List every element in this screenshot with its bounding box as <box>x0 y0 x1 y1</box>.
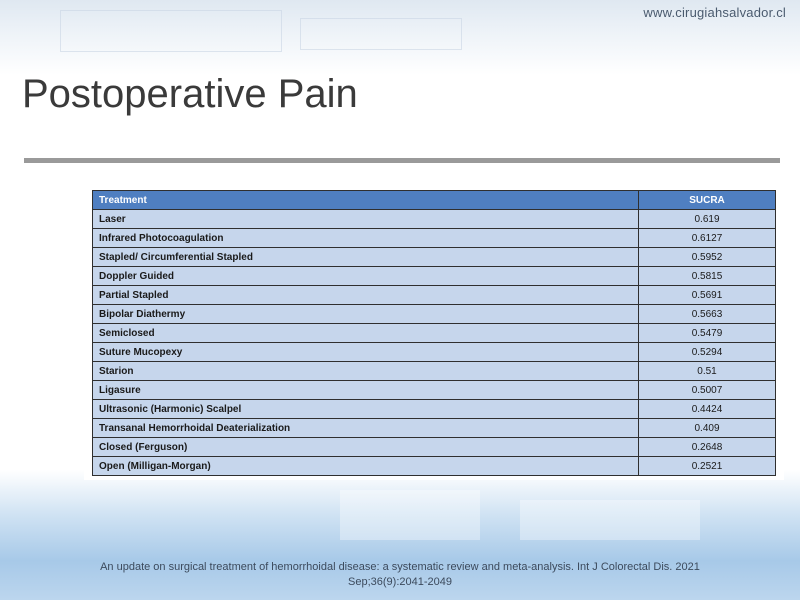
sucra-cell: 0.619 <box>639 210 776 229</box>
sucra-cell: 0.5815 <box>639 267 776 286</box>
table-row <box>93 248 776 267</box>
treatment-cell: Open (Milligan-Morgan) <box>93 457 639 476</box>
treatment-cell: Starion <box>93 362 639 381</box>
header-decoration <box>60 10 282 52</box>
table-row <box>93 419 776 438</box>
sucra-table <box>92 190 776 476</box>
table-row <box>93 381 776 400</box>
treatment-cell: Laser <box>93 210 639 229</box>
footer-decoration <box>520 500 700 540</box>
column-header-treatment: Treatment <box>93 191 639 210</box>
column-header-sucra: SUCRA <box>639 191 776 210</box>
table-image <box>84 182 784 480</box>
table-row <box>93 229 776 248</box>
sucra-cell: 0.2648 <box>639 438 776 457</box>
treatment-cell: Ultrasonic (Harmonic) Scalpel <box>93 400 639 419</box>
treatment-cell: Bipolar Diathermy <box>93 305 639 324</box>
sucra-cell: 0.5663 <box>639 305 776 324</box>
treatment-cell: Suture Mucopexy <box>93 343 639 362</box>
treatment-cell: Stapled/ Circumferential Stapled <box>93 248 639 267</box>
table-row <box>93 305 776 324</box>
citation-line-1: An update on surgical treatment of hemorrhoidal disease: a systematic review and meta-analysis. Int J Colorectal Dis. 2021 <box>100 561 700 573</box>
treatment-cell: Transanal Hemorrhoidal Deaterialization <box>93 419 639 438</box>
sucra-cell: 0.5479 <box>639 324 776 343</box>
table-row <box>93 267 776 286</box>
treatment-cell: Doppler Guided <box>93 267 639 286</box>
treatment-cell: Semiclosed <box>93 324 639 343</box>
table-row <box>93 286 776 305</box>
table-row <box>93 362 776 381</box>
treatment-cell: Infrared Photocoagulation <box>93 229 639 248</box>
treatment-cell: Ligasure <box>93 381 639 400</box>
title-divider <box>24 158 780 163</box>
table-row <box>93 400 776 419</box>
sucra-cell: 0.51 <box>639 362 776 381</box>
citation <box>40 560 760 590</box>
table-row <box>93 210 776 229</box>
sucra-cell: 0.2521 <box>639 457 776 476</box>
table-header-row <box>93 191 776 210</box>
sucra-cell: 0.5294 <box>639 343 776 362</box>
table-row <box>93 457 776 476</box>
slide-title: Postoperative Pain <box>22 72 358 116</box>
website-url: www.cirugiahsalvador.cl <box>643 5 786 20</box>
sucra-cell: 0.5952 <box>639 248 776 267</box>
treatment-cell: Partial Stapled <box>93 286 639 305</box>
sucra-cell: 0.4424 <box>639 400 776 419</box>
footer-decoration <box>340 490 480 540</box>
sucra-cell: 0.409 <box>639 419 776 438</box>
treatment-cell: Closed (Ferguson) <box>93 438 639 457</box>
table-row <box>93 438 776 457</box>
sucra-cell: 0.5691 <box>639 286 776 305</box>
citation-line-2: Sep;36(9):2041-2049 <box>348 576 452 588</box>
sucra-cell: 0.5007 <box>639 381 776 400</box>
table-row <box>93 324 776 343</box>
table-row <box>93 343 776 362</box>
header-decoration <box>300 18 462 50</box>
sucra-cell: 0.6127 <box>639 229 776 248</box>
